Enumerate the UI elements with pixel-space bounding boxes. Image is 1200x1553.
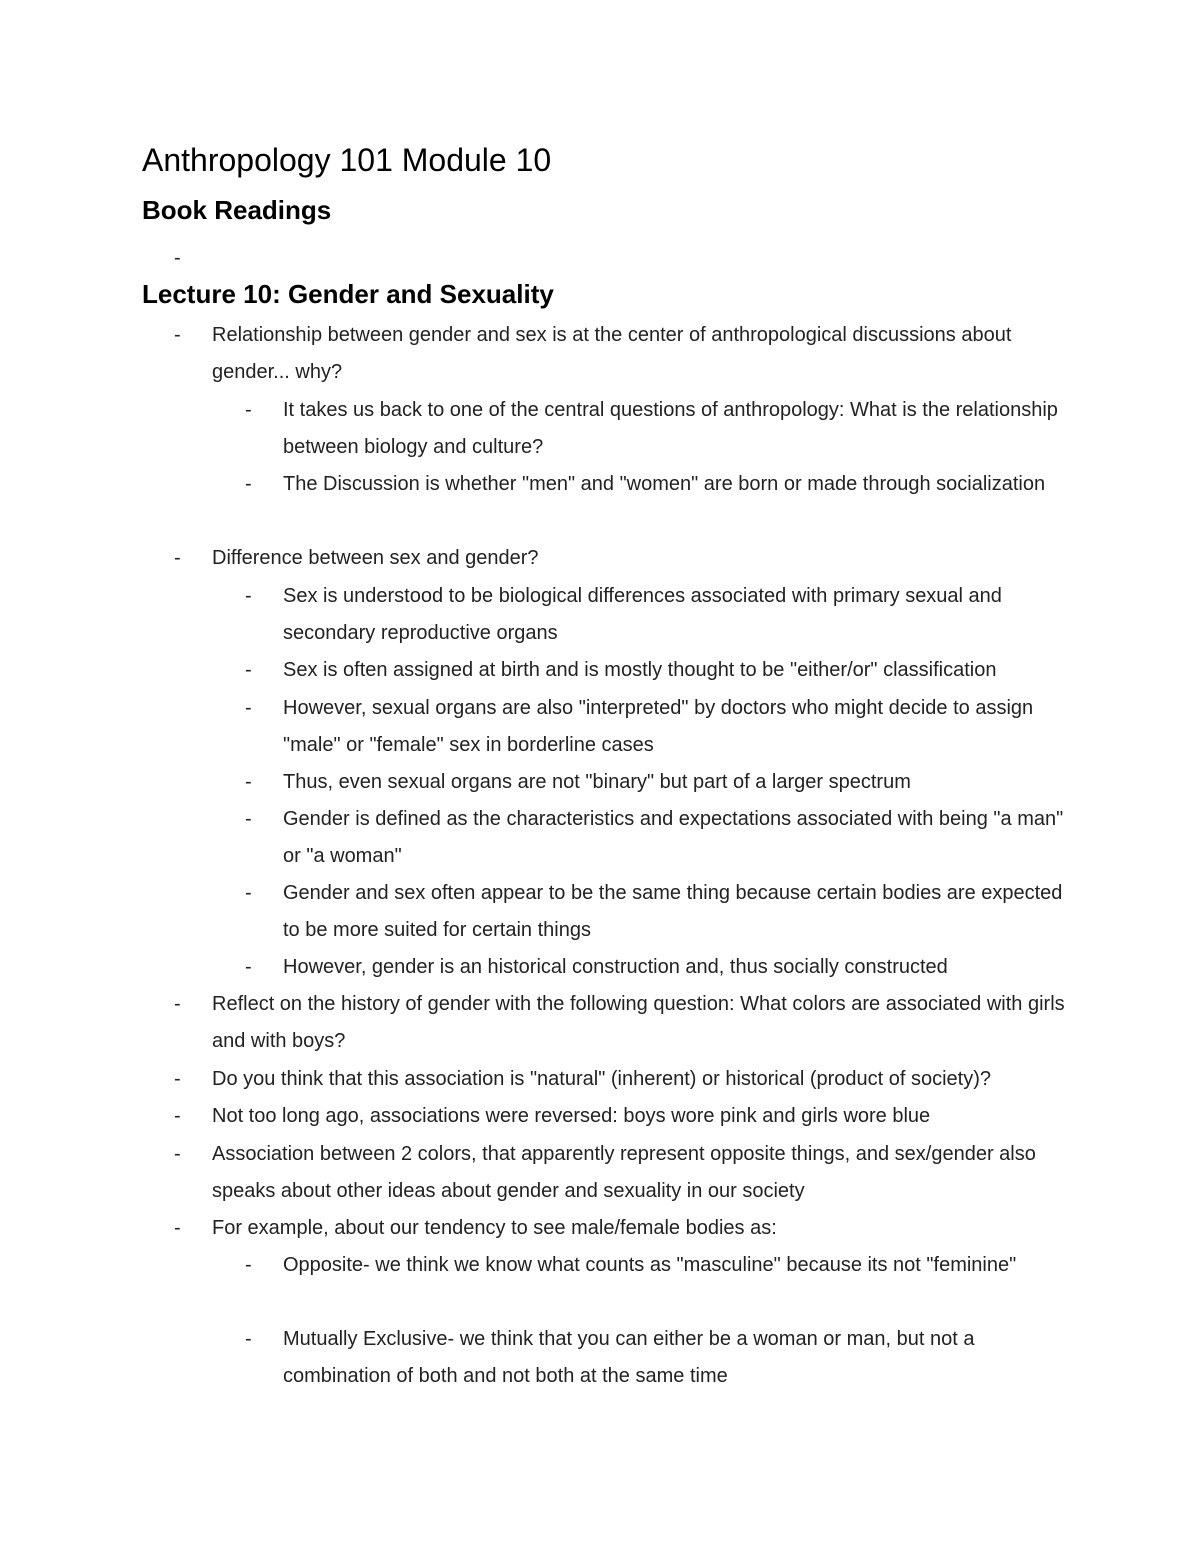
bullet-dash: -	[174, 1105, 181, 1127]
bullet-text: Gender is defined as the characteristics and expectations associated with being "a man" or "a woman"	[283, 808, 1064, 867]
sub-bullet-item	[245, 690, 1073, 764]
bullet-dash: -	[245, 659, 252, 681]
sub-bullet-item	[245, 764, 1073, 801]
bullet-dash: -	[245, 771, 252, 793]
bullet-text: However, sexual organs are also "interpreted" by doctors who might decide to assign "male" or "female" sex in borderline cases	[283, 697, 1034, 756]
sub-bullet-item	[245, 1247, 1073, 1284]
bullet-dash: -	[245, 882, 252, 904]
section-heading-book-readings: Book Readings	[142, 195, 332, 225]
bullet-dash: -	[174, 547, 181, 569]
bullet-item	[174, 1061, 1072, 1098]
bullet-dash: -	[174, 247, 181, 269]
sub-bullet-item	[245, 652, 1073, 689]
sub-bullet-item	[245, 392, 1073, 466]
bullet-dash: -	[245, 399, 252, 421]
bullet-dash: -	[245, 1328, 252, 1350]
bullet-text: Relationship between gender and sex is at the center of anthropological discussions about gender... why?	[212, 324, 1012, 383]
bullet-dash: -	[245, 697, 252, 719]
bullet-item	[174, 1136, 1072, 1210]
section-heading-lecture: Lecture 10: Gender and Sexuality	[142, 279, 554, 309]
sub-bullet-item	[245, 466, 1073, 503]
bullet-dash: -	[245, 585, 252, 607]
bullet-text: Do you think that this association is "natural" (inherent) or historical (product of society)?	[212, 1068, 992, 1090]
bullet-text: Mutually Exclusive- we think that you can either be a woman or man, but not a combination of both and not both at the same time	[283, 1328, 975, 1387]
sub-bullet-item	[245, 578, 1073, 652]
bullet-text: Association between 2 colors, that apparently represent opposite things, and sex/gender also speaks about other ideas about gender and sexuality in our society	[212, 1143, 1036, 1202]
bullet-text: Not too long ago, associations were reversed: boys wore pink and girls wore blue	[212, 1105, 931, 1127]
bullet-text: The Discussion is whether "men" and "women" are born or made through socialization	[283, 473, 1046, 495]
bullet-text: Difference between sex and gender?	[212, 547, 539, 569]
bullet-dash: -	[174, 993, 181, 1015]
bullet-text: Reflect on the history of gender with the following question: What colors are associated with girls and with boys?	[212, 993, 1065, 1052]
sub-bullet-item	[245, 949, 1073, 986]
bullet-item	[174, 986, 1072, 1060]
sub-bullet-item	[245, 801, 1073, 875]
bullet-text: Opposite- we think we know what counts as "masculine" because its not "feminine"	[283, 1254, 1017, 1276]
bullet-item	[174, 540, 1072, 577]
bullet-dash: -	[245, 956, 252, 978]
bullet-item	[174, 1098, 1072, 1135]
sub-bullet-item	[245, 1321, 1073, 1395]
bullet-dash: -	[245, 473, 252, 495]
bullet-text: Gender and sex often appear to be the same thing because certain bodies are expected to be more suited for certain things	[283, 882, 1063, 941]
bullet-dash: -	[245, 808, 252, 830]
bullet-text: Sex is understood to be biological differences associated with primary sexual and secondary reproductive organs	[283, 585, 1002, 644]
bullet-dash: -	[174, 324, 181, 346]
sub-bullet-item	[245, 875, 1073, 949]
bullet-text: Thus, even sexual organs are not "binary" but part of a larger spectrum	[283, 771, 911, 793]
bullet-text: For example, about our tendency to see male/female bodies as:	[212, 1217, 777, 1239]
bullet-dash: -	[174, 1143, 181, 1165]
bullet-text: Sex is often assigned at birth and is mostly thought to be "either/or" classification	[283, 659, 997, 681]
bullet-text: It takes us back to one of the central questions of anthropology: What is the relationship between biology and culture?	[283, 399, 1058, 458]
bullet-text: However, gender is an historical construction and, thus socially constructed	[283, 956, 948, 978]
bullet-dash: -	[245, 1254, 252, 1276]
document-title: Anthropology 101 Module 10	[142, 142, 552, 178]
bullet-dash: -	[174, 1068, 181, 1090]
bullet-dash: -	[174, 1217, 181, 1239]
bullet-item	[174, 317, 1072, 391]
bullet-item	[174, 1210, 1072, 1247]
